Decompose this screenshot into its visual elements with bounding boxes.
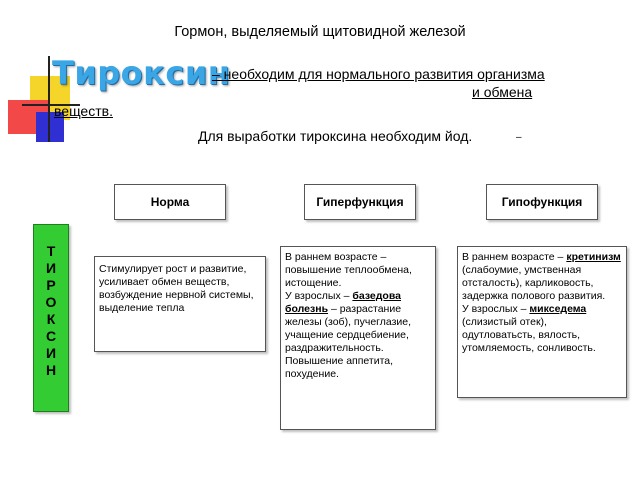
- decor-line-vertical: [48, 56, 50, 142]
- intro-text-line-3: веществ.: [54, 103, 113, 119]
- intro-text-line-1: – необходим для нормального развития организма: [212, 66, 545, 82]
- hypofunction-adults-symptoms: (слизистый отек), одутловатьсть, вялость, утомляемость, сонливость.: [462, 316, 596, 354]
- slide-heading: Гормон, выделяемый щитовидной железой: [174, 24, 466, 40]
- thyroxine-vertical-label: [33, 224, 69, 412]
- hypofunction-adults: [462, 303, 622, 355]
- vertical-letter: И: [45, 260, 57, 276]
- hypofunction-early-prefix: В раннем возрасте –: [462, 251, 567, 263]
- hyperfunction-appetite: Повышение аппетита, похудение.: [285, 355, 394, 380]
- norm-header-box: [114, 184, 226, 220]
- graves-disease-term: базедова болезнь: [285, 290, 401, 315]
- hyperfunction-header-label: Гиперфункция: [316, 195, 404, 209]
- iodine-note-mark: –: [516, 132, 522, 143]
- iodine-note: Для выработки тироксина необходим йод.: [198, 128, 473, 144]
- hormone-title: Тироксин: [52, 54, 231, 92]
- vertical-letter: Т: [46, 243, 56, 259]
- norm-description: Стимулирует рост и развитие, усиливает обмен веществ, возбуждение нервной системы, выделение тепла: [99, 263, 254, 314]
- vertical-letter: Р: [46, 277, 56, 293]
- hyperfunction-header-box: [304, 184, 416, 220]
- hypofunction-header-box: [486, 184, 598, 220]
- hypofunction-header-label: Гипофункция: [501, 195, 583, 209]
- norm-header-label: Норма: [150, 195, 190, 209]
- hyperfunction-description-box: [280, 246, 436, 430]
- hypofunction-early-age: [462, 251, 622, 303]
- hyperfunction-early-age: В раннем возрасте – повышение теплообмена, истощение.: [285, 251, 412, 289]
- hypofunction-adults-prefix: У взрослых –: [462, 303, 530, 315]
- vertical-letter: О: [45, 294, 57, 310]
- vertical-letter: К: [46, 311, 56, 327]
- hyperfunction-adults-prefix: У взрослых –: [285, 290, 353, 302]
- hypofunction-early-symptoms: (слабоумие, умственная отсталость), карликовость, задержка полового развития.: [462, 264, 606, 302]
- myxedema-term: микседема: [529, 303, 587, 315]
- hyperfunction-adults-symptoms: – разрастание железы (зоб), пучеглазие, учащение сердцебиение, раздражительность.: [285, 303, 412, 354]
- vertical-letter: Н: [45, 362, 57, 378]
- vertical-letter: С: [45, 328, 57, 344]
- norm-description-box: [94, 256, 266, 352]
- vertical-letter: И: [45, 345, 57, 361]
- cretinism-term: кретинизм: [566, 251, 621, 263]
- hyperfunction-adults: [285, 290, 431, 355]
- intro-text-line-2: и обмена: [472, 84, 533, 100]
- hypofunction-description-box: [457, 246, 627, 398]
